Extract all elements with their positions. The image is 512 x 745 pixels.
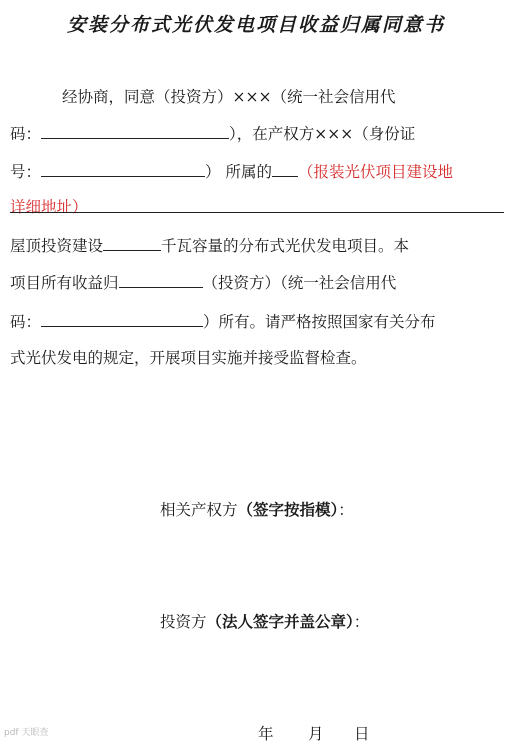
document-title: 安装分布式光伏发电项目收益归属同意书: [66, 14, 445, 36]
owner-signature-label: 相关产权方（签字按指模）：: [160, 500, 354, 519]
para-line-7: 码： ）所有。请严格按照国家有关分布: [10, 310, 436, 333]
date-year-label: 年: [258, 725, 274, 743]
address-underline: [10, 212, 504, 213]
beneficiary-blank[interactable]: [119, 271, 203, 288]
para-line-6: 项目所有收益归 （投资方）（统一社会信用代: [10, 271, 396, 294]
watermark: pdf 天眼查: [4, 728, 49, 738]
para-line-1: 经协商，同意（投资方）×××（统一社会信用代: [62, 88, 396, 106]
para-line-2: 码： ），在产权方×××（身份证: [10, 122, 415, 145]
id-number-blank[interactable]: [41, 160, 205, 177]
para-line-8: 式光伏发电的规定，开展项目实施并接受监督检查。: [10, 349, 367, 367]
date-day-label: 日: [354, 725, 370, 743]
address-hint-line: 详细地址）: [10, 198, 88, 216]
para-line-3: 号： ） 所属的 （报装光伏项目建设地: [10, 160, 453, 183]
address-hint: （报装光伏项目建设地: [297, 163, 453, 181]
investor-signature-label: 投资方（法人签字并盖公章）：: [160, 612, 370, 631]
address-prefix-blank[interactable]: [272, 160, 298, 177]
credit-code-blank[interactable]: [41, 122, 229, 139]
capacity-blank[interactable]: [103, 234, 161, 251]
date-month-label: 月: [308, 725, 324, 743]
para-line-5: 屋顶投资建设 千瓦容量的分布式光伏发电项目。本: [10, 234, 409, 257]
investor-credit-code-blank[interactable]: [41, 310, 203, 327]
